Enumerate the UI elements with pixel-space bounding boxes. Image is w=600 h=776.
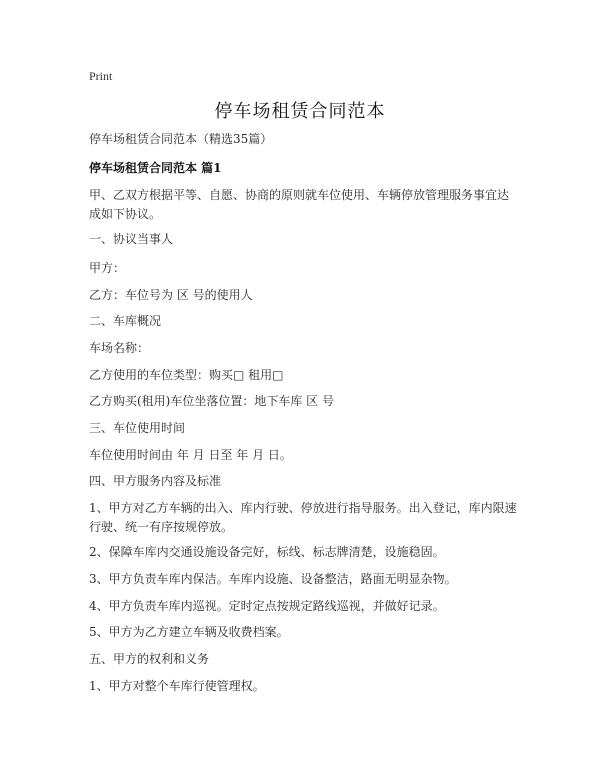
heading-usage-time: 三、车位使用时间 bbox=[89, 421, 186, 435]
service-item-2: 2、保障车库内交通设施设备完好，标线、标志牌清楚，设施稳固。 bbox=[89, 545, 445, 559]
party-a: 甲方： bbox=[89, 261, 126, 275]
heading-garage-overview: 二、车库概况 bbox=[89, 314, 162, 328]
usage-period: 车位使用时间由 年 月 日至 年 月 日。 bbox=[89, 448, 292, 462]
rights-item-1: 1、甲方对整个车库行使管理权。 bbox=[89, 679, 265, 693]
section-heading: 停车场租赁合同范本 篇1 bbox=[89, 161, 222, 175]
service-item-1: 1、甲方对乙方车辆的出入、库内行驶、停放进行指导服务。出入登记，库内限速行驶、统一有序按规停放。 bbox=[89, 501, 517, 534]
space-location: 乙方购买(租用)车位坐落位置：地下车库 区 号 bbox=[89, 394, 334, 408]
document-subtitle: 停车场租赁合同范本（精选35篇） bbox=[89, 132, 273, 146]
parking-lot-name: 车场名称： bbox=[89, 341, 150, 355]
party-b: 乙方：车位号为 区 号的使用人 bbox=[89, 288, 253, 302]
print-label: Print bbox=[89, 69, 113, 83]
service-item-4: 4、甲方负责车库内巡视。定时定点按规定路线巡视，并做好记录。 bbox=[89, 599, 445, 613]
document-title: 停车场租赁合同范本 bbox=[214, 101, 386, 122]
space-type: 乙方使用的车位类型：购买□ 租用□ bbox=[89, 368, 284, 382]
paragraph-intro: 甲、乙双方根据平等、自愿、协商的原则就车位使用、车辆停放管理服务事宜达成如下协议。 bbox=[89, 188, 510, 221]
service-item-3: 3、甲方负责车库内保洁。车库内设施、设备整洁，路面无明显杂物。 bbox=[89, 572, 457, 586]
heading-service-content: 四、甲方服务内容及标准 bbox=[89, 474, 222, 488]
service-item-5: 5、甲方为乙方建立车辆及收费档案。 bbox=[89, 625, 289, 639]
heading-rights-obligations: 五、甲方的权利和义务 bbox=[89, 652, 210, 666]
heading-parties: 一、协议当事人 bbox=[89, 232, 174, 246]
